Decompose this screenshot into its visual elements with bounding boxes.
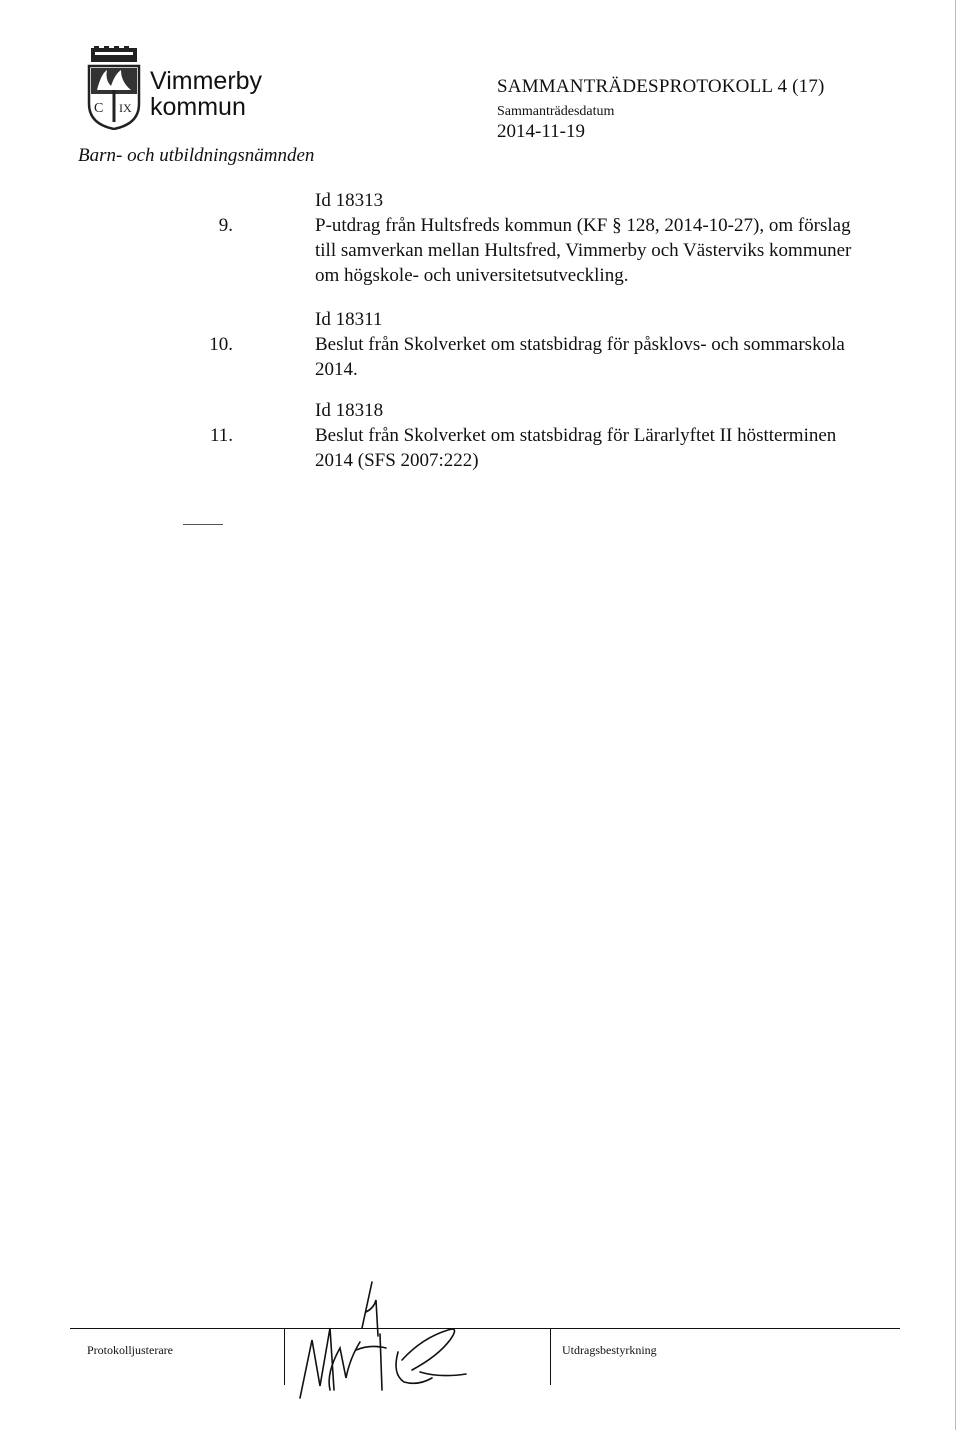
coat-of-arms-icon xyxy=(85,46,143,130)
logo-line-2: kommun xyxy=(150,93,246,121)
meeting-date: 2014-11-19 xyxy=(497,121,585,142)
item-text: P-utdrag från Hultsfreds kommun (KF § 128, 2014-10-27), om förslag till samverkan mellan Hultsfred, Vimmerby och Västerviks kommuner om högskole- och universitetsutveckling. xyxy=(315,215,852,286)
item-number: 11. xyxy=(209,425,233,446)
svg-text:IX: IX xyxy=(119,101,132,115)
end-divider xyxy=(183,524,223,525)
item-number: 10. xyxy=(209,334,233,355)
item-number: 9. xyxy=(218,215,233,236)
item-text: Beslut från Skolverket om statsbidrag för Lärarlyftet II höstterminen 2014 (SFS 2007:222) xyxy=(315,425,837,471)
meeting-date-label: Sammanträdesdatum xyxy=(497,104,615,119)
item-id: Id 18318 xyxy=(315,400,384,421)
signature-divider xyxy=(550,1328,551,1385)
document-title: SAMMANTRÄDESPROTOKOLL 4 (17) xyxy=(497,76,825,97)
adjuster-label: Protokolljusterare xyxy=(87,1343,173,1357)
svg-text:C: C xyxy=(94,101,104,116)
item-id: Id 18311 xyxy=(315,309,383,330)
handwritten-signature xyxy=(290,1278,490,1413)
logo-line-1: Vimmerby xyxy=(150,67,263,95)
scan-edge xyxy=(955,0,956,1430)
municipality-logo-text xyxy=(150,68,320,120)
signature-divider xyxy=(284,1328,285,1385)
certification-label: Utdragsbestyrkning xyxy=(562,1343,657,1357)
item-text: Beslut från Skolverket om statsbidrag för påsklovs- och sommarskola 2014. xyxy=(315,334,845,380)
item-id: Id 18313 xyxy=(315,190,384,211)
committee-name: Barn- och utbildningsnämnden xyxy=(78,145,315,166)
